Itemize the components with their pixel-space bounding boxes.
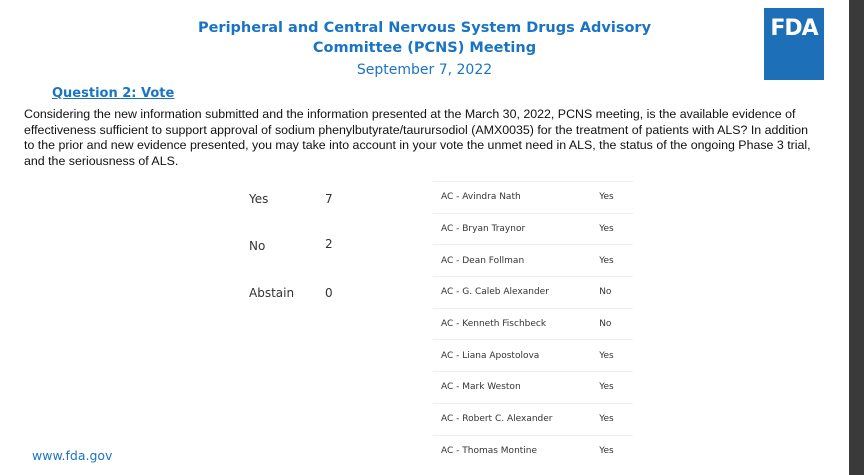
scrollbar[interactable]: [849, 0, 864, 475]
member-vote: Yes: [599, 403, 633, 435]
member-name: AC - Robert C. Alexander: [433, 403, 599, 435]
member-vote: Yes: [599, 182, 633, 214]
meeting-title-line-1: Peripheral and Central Nervous System Drugs Advisory: [197, 20, 652, 36]
tally-count-abstain: 0: [325, 286, 333, 300]
meeting-title-line-2: Committee (PCNS) Meeting: [312, 40, 537, 56]
table-row: [433, 245, 633, 277]
table-row: [433, 435, 633, 466]
question-text: Considering the new information submitted and the information presented at the March 30, 2022, PCNS meeting, is the available evidence of effectiveness sufficient to support approval of sodium phenylbutyrate/taurursodiol (AMX0035) for the treatment of patients with ALS? In addition to the prior and new evidence presented, you may take into account in your vote the unmet need in ALS, the status of the ongoing Phase 3 trial, and the seriousness of ALS.: [24, 107, 811, 168]
member-name: AC - Avindra Nath: [433, 182, 599, 214]
member-vote: No: [599, 277, 633, 309]
member-name: AC - Dean Follman: [433, 245, 599, 277]
tally-count-no: 2: [325, 237, 333, 251]
member-vote: Yes: [599, 340, 633, 372]
table-row: [433, 182, 633, 214]
member-name: AC - Liana Apostolova: [433, 340, 599, 372]
member-vote: Yes: [599, 372, 633, 404]
footer-url[interactable]: www.fda.gov: [32, 448, 113, 463]
member-vote: Yes: [599, 213, 633, 245]
member-name: AC - Mark Weston: [433, 372, 599, 404]
table-row: [433, 340, 633, 372]
member-name: AC - Bryan Traynor: [433, 213, 599, 245]
fda-logo-text: FDA: [770, 16, 818, 41]
table-row: [433, 372, 633, 404]
slide-header: [0, 18, 849, 81]
tally-label-abstain: Abstain: [249, 286, 295, 300]
question-heading: Question 2: Vote: [52, 86, 175, 101]
tally-label-no: No: [249, 239, 266, 253]
table-row: [433, 403, 633, 435]
fda-logo: [764, 8, 824, 80]
member-vote: No: [599, 308, 633, 340]
member-name: AC - G. Caleb Alexander: [433, 277, 599, 309]
member-votes-table: [433, 181, 633, 466]
member-vote: Yes: [599, 245, 633, 277]
member-vote: Yes: [599, 435, 633, 466]
table-row: [433, 308, 633, 340]
table-row: [433, 213, 633, 245]
member-name: AC - Thomas Montine: [433, 435, 599, 466]
meeting-date: September 7, 2022: [356, 62, 493, 78]
member-name: AC - Kenneth Fischbeck: [433, 308, 599, 340]
tally-count-yes: 7: [325, 192, 333, 206]
table-row: [433, 277, 633, 309]
tally-label-yes: Yes: [249, 192, 269, 206]
